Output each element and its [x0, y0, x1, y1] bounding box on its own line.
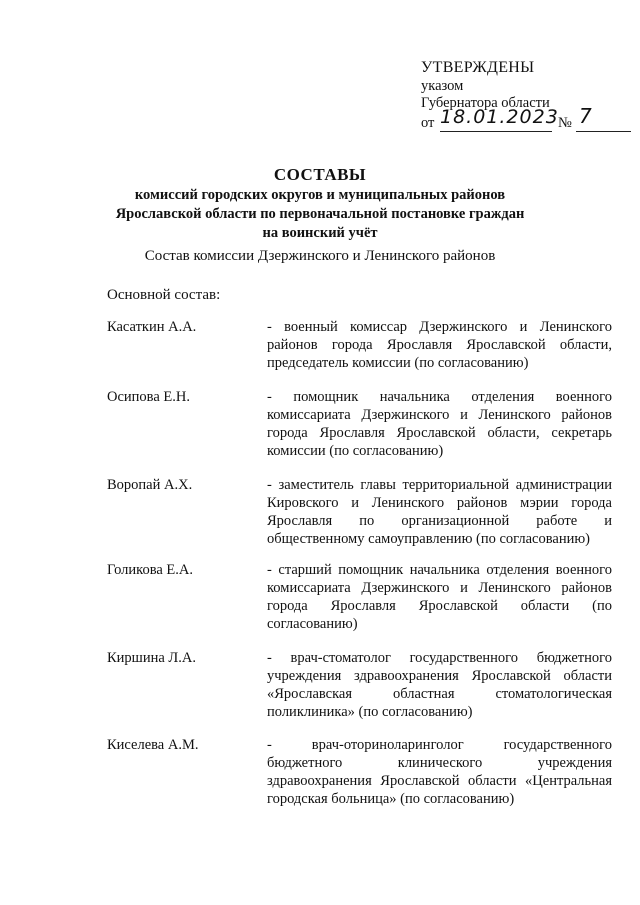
- document-title: [60, 164, 580, 243]
- member-role: - военный комиссар Дзержинского и Ленинского районов города Ярославля Ярославской области, председатель комиссии (по согласованию): [267, 319, 612, 371]
- approval-date-line: [421, 104, 611, 133]
- member-role: - врач-стоматолог государственного бюджетного учреждения здравоохранения Ярославской области «Ярославская областная стоматологическая поликлиника» (по согласованию): [267, 650, 612, 720]
- date-prefix: от: [421, 115, 435, 131]
- approval-line-governor: Губернатора области: [421, 95, 550, 111]
- member-name: Воропай А.Х.: [107, 477, 193, 493]
- approval-heading: УТВЕРЖДЕНЫ: [421, 59, 535, 76]
- handwritten-number: 7: [579, 104, 592, 128]
- member-role: - старший помощник начальника отделения военного комиссариата Дзержинского и Ленинского районов города Ярославля Ярославской области (по согласованию): [267, 562, 612, 632]
- member-name: Осипова Е.Н.: [107, 389, 190, 405]
- commission-subtitle: Состав комиссии Дзержинского и Ленинского районов: [144, 248, 496, 264]
- number-underline: [576, 131, 631, 132]
- member-name: Киршина Л.А.: [107, 650, 196, 666]
- title-line-3: на воинский учёт: [262, 225, 378, 241]
- member-name: Касаткин А.А.: [107, 319, 197, 335]
- number-prefix: №: [558, 115, 572, 131]
- handwritten-date: 18.01.2023: [440, 106, 559, 128]
- title-line-1: комиссий городских округов и муниципальных районов: [134, 187, 506, 203]
- member-role: - помощник начальника отделения военного комиссариата Дзержинского и Ленинского районов города Ярославля Ярославской области, секретарь комиссии (по согласованию): [267, 389, 612, 459]
- approval-line-decree: указом: [421, 78, 464, 94]
- date-underline: [440, 131, 552, 132]
- title-line-2: Ярославской области по первоначальной постановке граждан: [115, 206, 525, 222]
- section-label: Основной состав:: [107, 287, 221, 303]
- member-name: Голикова Е.А.: [107, 562, 194, 578]
- member-role: - врач-оториноларинголог государственного бюджетного клинического учреждения здравоохранения Ярославской области «Центральная городская больница» (по согласованию): [267, 737, 612, 807]
- title-main: СОСТАВЫ: [273, 165, 367, 184]
- approval-stamp: [421, 58, 611, 133]
- member-role: - заместитель главы территориальной администрации Кировского и Ленинского районов мэрии города Ярославля по организационной работе и общественному самоуправлению (по согласованию): [267, 477, 612, 547]
- member-name: Киселева А.М.: [107, 737, 199, 753]
